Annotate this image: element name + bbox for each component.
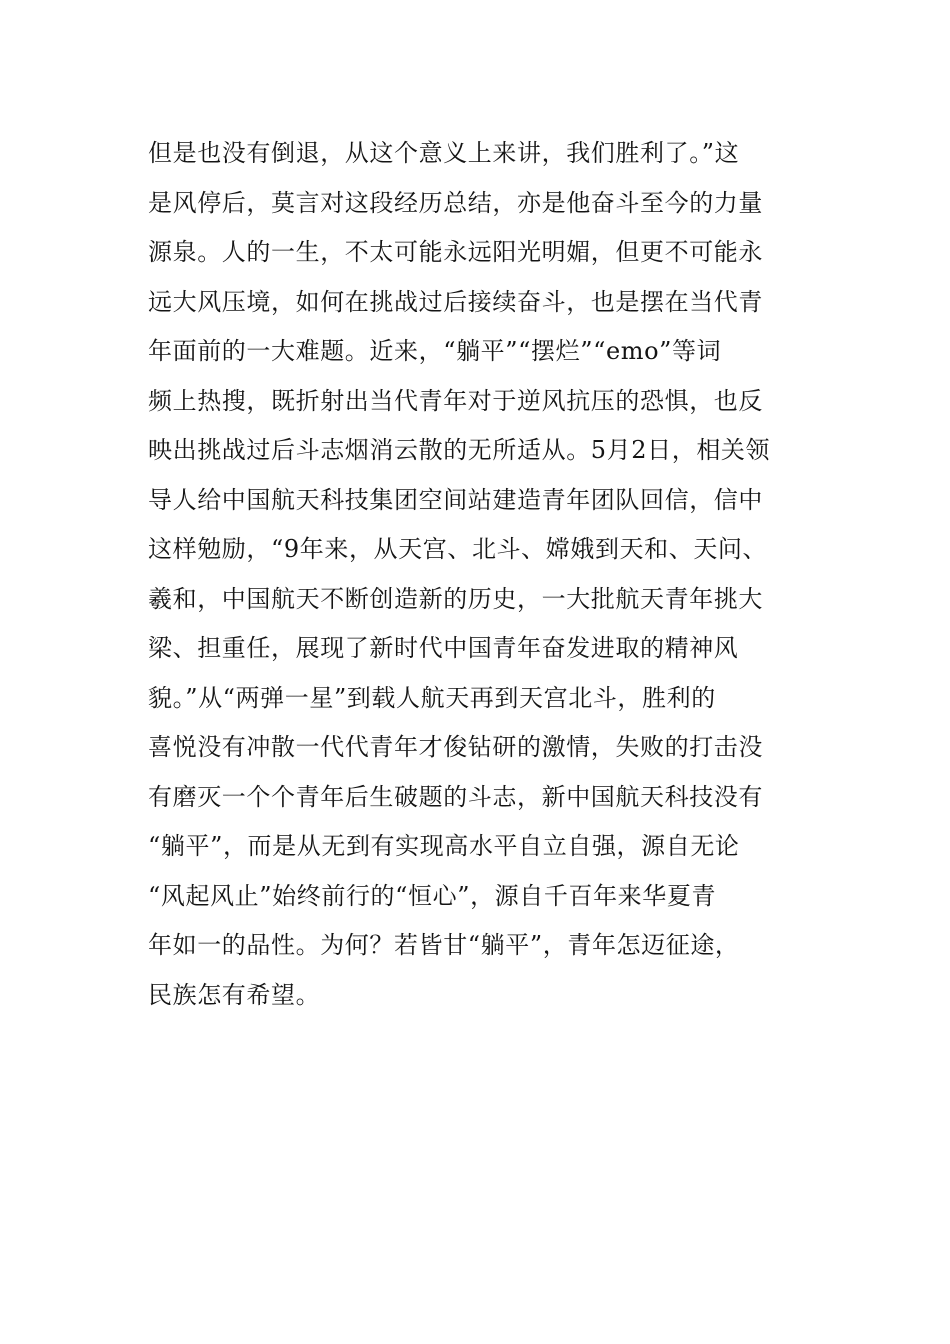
text-line: “风起风止”始终前行的“恒心”，源自千百年来华夏青 [148, 881, 717, 910]
text-line: 远大风压境，如何在挑战过后接续奋斗，也是摆在当代青 [148, 287, 763, 316]
text-line: 是风停后，莫言对这段经历总结，亦是他奋斗至今的力量 [148, 188, 763, 217]
text-line: 映出挑战过后斗志烟消云散的无所适从。5月2日，相关领 [148, 436, 771, 464]
text-line: 羲和，中国航天不断创造新的历史，一大批航天青年挑大 [148, 584, 763, 613]
text-line: 年面前的一大难题。近来，“躺平”“摆烂”“emo”等词 [148, 337, 722, 365]
text-line: 年如一的品性。为何？若皆甘“躺平”，青年怎迈征途， [148, 931, 740, 959]
text-line: 频上热搜，既折射出当代青年对于逆风抗压的恐惧，也反 [148, 386, 763, 415]
text-line: 导人给中国航天科技集团空间站建造青年团队回信，信中 [148, 485, 763, 514]
text-line: 有磨灭一个个青年后生破题的斗志，新中国航天科技没有 [148, 782, 763, 811]
text-line: “躺平”，而是从无到有实现高水平自立自强，源自无论 [148, 832, 740, 860]
text-line: 梁、担重任，展现了新时代中国青年奋发进取的精神风 [148, 634, 739, 662]
text-line: 貌。”从“两弹一星”到载人航天再到天宫北斗，胜利的 [148, 683, 716, 712]
text-line: 这样勉励，“9年来，从天宫、北斗、嫦娥到天和、天问、 [148, 535, 768, 563]
text-line: 源泉。人的一生，不太可能永远阳光明媚，但更不可能永 [148, 238, 763, 266]
body-paragraph [148, 129, 828, 1020]
text-line: 民族怎有希望。 [148, 980, 321, 1009]
text-line: 但是也没有倒退，从这个意义上来讲，我们胜利了。”这 [148, 139, 740, 167]
text-line: 喜悦没有冲散一代代青年才俊钻研的激情，失败的打击没 [148, 733, 763, 761]
